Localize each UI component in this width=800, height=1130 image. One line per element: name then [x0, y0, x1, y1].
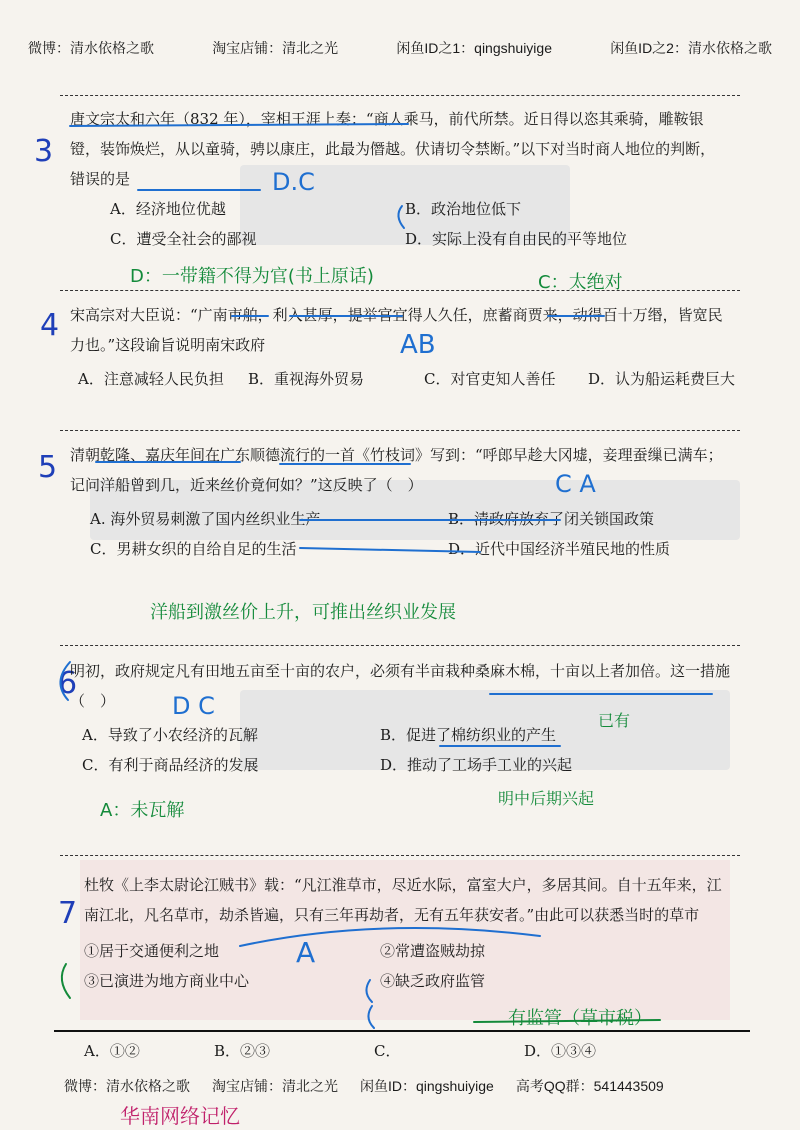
- circle-mark: [366, 980, 374, 1028]
- handwritten-answer: D.C: [272, 168, 315, 196]
- choice-b: B．②③: [214, 1042, 271, 1060]
- question-number: 5: [38, 450, 58, 485]
- option-a: A. 海外贸易刺激了国内丝织业生产: [90, 510, 321, 528]
- underline-mark: [474, 1020, 660, 1022]
- circle-mark: [60, 662, 70, 700]
- question-stem: 清朝乾隆、嘉庆年间在广东顺德流行的一首《竹枝词》写到：“呼郎早趁大冈墟，妾理蚕缫已满车；记问洋船曾到几，近来丝价竟何如？”这反映了（ ）: [70, 446, 723, 494]
- header-xianyu1: 闲鱼ID之1：qingshuiyige: [396, 40, 552, 56]
- header-xianyu2: 闲鱼ID之2：清水依格之歌: [610, 40, 772, 56]
- question-number: 7: [58, 896, 78, 931]
- statement-4: ④缺乏政府监管: [380, 972, 486, 990]
- question-stem: 宋高宗对大臣说：“广南市舶，利入甚厚，提举官宜得人久任，庶蓄商贾来，动得百十万缗，皆宽民力也。”这段谕旨说明南宋政府: [70, 306, 723, 354]
- option-c: C．遭受全社会的鄙视: [110, 230, 257, 248]
- option-a: A．经济地位优越: [110, 200, 226, 218]
- footer-xianyu: 闲鱼ID：qingshuiyige: [360, 1078, 494, 1094]
- question-number: 4: [40, 308, 60, 343]
- option-d: D．近代中国经济半殖民地的性质: [448, 540, 671, 558]
- circle-mark: [62, 964, 70, 998]
- choice-a: A．①②: [84, 1042, 140, 1060]
- statement-3: ③已演进为地方商业中心: [84, 972, 250, 990]
- handwritten-note: C：太绝对: [538, 272, 623, 293]
- handwritten-answer: C A: [555, 470, 596, 498]
- handwritten-note: 有监管（草市税）: [508, 1008, 652, 1029]
- question-number: 6: [58, 666, 78, 701]
- handwritten-note: 明中后期兴起: [498, 789, 595, 808]
- option-d: D．实际上没有自由民的平等地位: [405, 230, 628, 248]
- circle-mark: [398, 206, 404, 228]
- footer-qq: 高考QQ群：541443509: [515, 1078, 664, 1094]
- strike-mark: [300, 520, 560, 552]
- option-a: A．注意减轻人民负担: [78, 370, 224, 388]
- footer-weibo: 微博：清水依格之歌: [64, 1078, 190, 1094]
- option-c: C．男耕女织的自给自足的生活: [90, 540, 297, 558]
- option-d: D．推动了工场手工业的兴起: [380, 756, 573, 774]
- bottom-handwriting: 华南网络记忆: [120, 1104, 240, 1128]
- handwritten-answer: A: [296, 936, 316, 969]
- statement-1: ①居于交通便利之地: [84, 942, 220, 960]
- handwritten-note: A：未瓦解: [100, 800, 185, 821]
- choice-d: D．①③④: [524, 1042, 597, 1060]
- option-c: C．有利于商品经济的发展: [82, 756, 259, 774]
- choice-c: C．: [374, 1042, 401, 1060]
- underline-mark: [70, 124, 408, 126]
- question-stem: 唐文宗太和六年（832 年），宰相王涯上奏：“商人乘马，前代所禁。近日得以恣其乘骑，雕鞍银镫，装饰焕烂，从以童骑，骋以康庄，此最为僭越。伏请切令禁断。”以下对当时商人地位的判断，错误的是: [70, 110, 716, 188]
- header-weibo: 微博：清水依格之歌: [28, 40, 154, 56]
- handwritten-note: D：一带籍不得为官(书上原话): [130, 266, 374, 287]
- question-number: 3: [34, 134, 54, 169]
- option-b: B．政治地位低下: [405, 200, 522, 218]
- option-d: D．认为船运耗费巨大: [588, 370, 736, 388]
- option-c: C．对官吏知人善任: [424, 370, 556, 388]
- handwritten-answer: AB: [400, 330, 436, 360]
- handwritten-note: 洋船到激丝价上升，可推出丝织业发展: [150, 602, 456, 623]
- underline-mark: [96, 462, 410, 464]
- statement-2: ②常遭盗贼劫掠: [380, 942, 486, 960]
- option-b: B．重视海外贸易: [248, 370, 365, 388]
- footer-taobao: 淘宝店铺：清北之光: [212, 1078, 338, 1094]
- question-stem: 明初，政府规定凡有田地五亩至十亩的农户，必须有半亩栽种桑麻木棉，十亩以上者加倍。这一措施（ ）: [70, 662, 731, 710]
- handwritten-note: 已有: [598, 711, 631, 730]
- option-a: A．导致了小农经济的瓦解: [82, 726, 258, 744]
- question-stem: 杜牧《上李太尉论江贼书》载：“凡江淮草市，尽近水际，富室大户，多居其间。自十五年来，江南江北，凡名草市，劫杀皆遍，只有三年再劫者，无有五年获安者。”由此可以获悉当时的草市: [84, 876, 722, 924]
- header-taobao: 淘宝店铺：清北之光: [212, 40, 339, 56]
- handwritten-answer: D C: [172, 692, 215, 720]
- option-b: B．促进了棉纺织业的产生: [380, 726, 557, 744]
- option-b: B．清政府放弃了闭关锁国政策: [448, 510, 655, 528]
- arc-mark: [240, 928, 540, 946]
